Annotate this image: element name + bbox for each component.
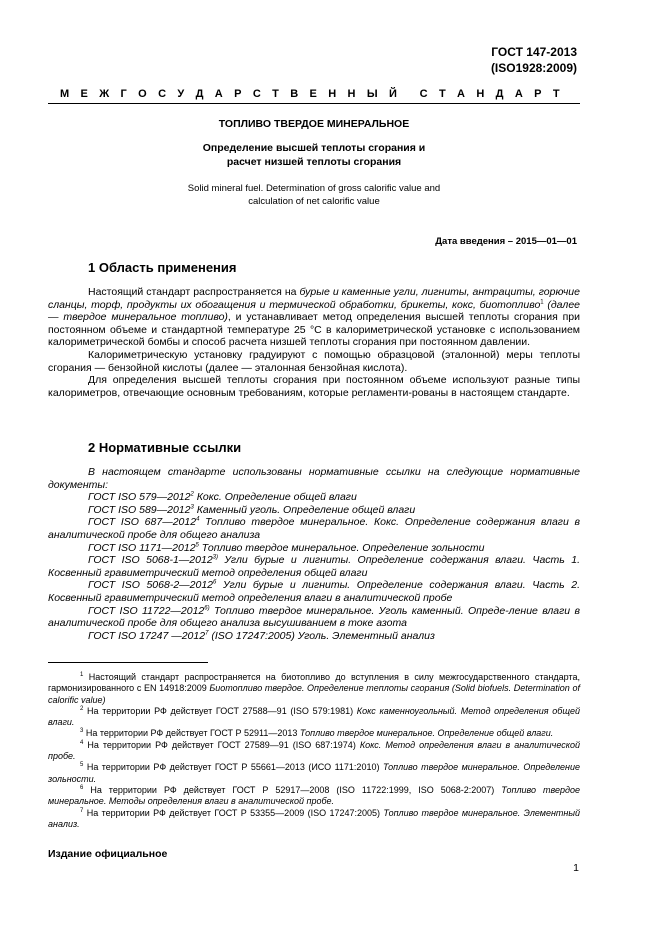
footnote-text: На территории РФ действует ГОСТ Р 52911—2013 [83,728,300,739]
banner-letter: В [290,88,299,100]
reference-entry [88,491,357,503]
reference-entry [48,554,580,579]
official-edition-label: Издание официальное [48,848,168,860]
banner-letter: Н [347,88,356,100]
footnote-number: 5 [80,762,84,769]
footnote-ref: 2 [190,491,194,498]
footnote-document-title: Биотопливо твердое. Определение теплоты сгорания (Solid biofuels. Determination of calorific value) [48,683,580,705]
banner-letter: Т [272,88,279,100]
footnote-ref: 5 [195,542,199,549]
footnote [48,706,580,729]
footnote-number: 7 [80,807,84,814]
banner-letter: Н [476,88,485,100]
introduction-date: Дата введения – 2015—01—01 [435,236,577,247]
normative-reference [48,579,580,604]
banner-letter: Й [389,88,397,100]
footnote-text: На территории РФ действует ГОСТ 27589—91 (ISO 687:1974) [83,739,360,750]
document-code-line1: ГОСТ 147-2013 [491,45,577,59]
banner-letter: Т [552,88,560,100]
footnote [48,740,580,763]
ru-title-line1: Определение высшей теплоты сгорания и [202,142,426,154]
reference-entry [88,504,415,516]
reference-entry [48,516,580,541]
section1-body [48,286,580,399]
footnote-ref: 3 [190,504,194,511]
reference-title: Топливо твердое минеральное. Уголь каменный. Опреде-ление влаги в аналитической пробе для общего анализа высушиванием в токе азота [48,604,580,630]
section1-paragraph2: Калориметрическую установку градуируют с помощью образцовой (эталонной) меры теплоты сгорания — бензойной кислоты (далее — эталонная бензойная кислота). [48,348,580,374]
footnote-text: На территории РФ действует ГОСТ Р 53355—2009 (ISO 17247:2005) [83,807,384,818]
p1-text-a: Настоящий стандарт распространяется на [88,286,300,298]
banner-letter: Ы [366,88,378,100]
banner-letter: Н [328,88,337,100]
footnote [48,808,580,831]
page-number: 1 [573,862,579,874]
reference-title: Топливо твердое минеральное. Кокс. Определение содержания влаги в аналитической пробе для общего анализа [48,516,580,541]
banner-letter: А [514,88,523,100]
normative-reference [48,504,580,517]
reference-entry [88,542,485,554]
footnote-number: 1 [80,672,84,678]
footnote-number: 3 [80,728,84,735]
section2-intro [48,466,580,491]
footnote-separator [48,662,208,663]
reference-entry [48,605,580,630]
banner-letter: Р [234,88,242,100]
footnote-text: На территории РФ действует ГОСТ Р 55661—2013 (ИСО 1171:2010) [83,762,383,773]
normative-reference [48,630,580,643]
banner-letter: А [457,88,465,100]
banner-letter: М [60,88,70,100]
normative-reference [48,605,580,630]
footnote-document-title: Топливо твердое минеральное. Элементный анализ. [48,807,580,829]
banner-letter: Ж [99,88,110,100]
footnote [48,762,580,785]
normative-reference [48,516,580,541]
p1-italic-products: бурые и каменные угли, лигниты, антрациты, горючие сланцы, торф, продукты их обогащения и термической обработки, брикеты, кокс, биотопливо [48,286,580,311]
banner-letter: Д [195,88,204,100]
reference-code: ГОСТ ISO 5068-2—2012 [88,579,214,592]
banner-letter: О [138,88,147,100]
banner-letter: Р [534,88,542,100]
banner-letter: Г [120,88,127,100]
reference-code: ГОСТ ISO 11722—2012 [88,604,205,617]
document-code-line2: (ISO1928:2009) [490,61,577,75]
section2-intro-text: В настоящем стандарте использованы нормативные ссылки на следующие нормативные документы: [48,466,580,491]
footnote-document-title: Топливо твердое минеральное. Методы определения влаги в аналитической пробе. [48,784,580,807]
reference-code: ГОСТ ISO 579—2012 [88,491,191,504]
footnote-text: Настоящий стандарт распространяется на биотопливо до вступления в силу межгосударственного стандарта, гармонизированного с EN 14918:2009 [48,672,580,694]
banner-letter: А [214,88,223,100]
footnote-number: 6 [80,784,84,791]
normative-reference [48,554,580,579]
reference-code: ГОСТ ISO 1171—2012 [88,541,196,554]
p1-text-b: , и устанавливает метод определения высшей теплоты сгорания при постоянном объеме и стандартной температуре 25 °С в калориметрической установке с использованием калориметрической бомбы и способ расчета низшей теплоты сгорания при постоянном давлении. [48,311,580,349]
footnote-document-title: Топливо твердое минеральное. Определение общей влаги. [299,728,554,739]
footnote-ref-1: 1 [540,299,544,306]
footnote [48,672,580,706]
en-title-line1: Solid mineral fuel. Determination of gross calorific value and [187,183,441,194]
section1-paragraph3: Для определения высшей теплоты сгорания при постоянном объеме используют разные типы калориметров, отвечающие основным требованиям, которые регламенти-рованы в настоящем стандарте. [48,374,580,399]
ru-title-line2: расчет низшей теплоты сгорания [226,156,402,168]
reference-code: ГОСТ ISO 17247 —2012 [88,629,206,642]
footnotes [48,672,580,830]
reference-code: ГОСТ ISO 589—2012 [88,503,191,516]
interstate-standard-banner [60,88,560,100]
banner-letter: У [177,88,185,100]
main-title: ТОПЛИВО ТВЕРДОЕ МИНЕРАЛЬНОЕ [218,118,410,130]
footnote-ref: 6 [213,579,217,586]
banner-letter: Е [309,88,317,100]
reference-entry [48,579,580,604]
header-rule [48,103,580,104]
section2-body [48,466,580,642]
footnote-document-title: Кокс каменноугольный. Метод определения общей влаги. [48,705,580,728]
footnote-document-title: Кокс. Метод определения влаги в аналитической пробе. [48,739,580,762]
reference-entry [88,630,435,642]
banner-letter: С [419,88,428,100]
footnote [48,728,580,739]
section2-heading: 2 Нормативные ссылки [88,440,242,455]
banner-letter: Е [80,88,88,100]
footnote-text: На территории РФ действует ГОСТ Р 52917—2008 (ISO 11722:1999, ISO 5068-2:2007) [83,784,502,795]
footnote-document-title: Топливо твердое минеральное. Определение зольности. [48,762,580,784]
section1-paragraph1 [48,286,580,349]
footnote-number: 4 [80,739,84,746]
banner-letter: Д [495,88,504,100]
section1-heading: 1 Область применения [88,260,237,275]
reference-title: (ISO 17247:2005) Уголь. Элементный анализ [208,629,435,642]
reference-title: Каменный уголь. Определение общей влаги [193,503,416,516]
normative-reference [48,542,580,555]
reference-code: ГОСТ ISO 687—2012 [88,516,197,529]
document-code [491,44,577,76]
en-title-line2: calculation of net calorific value [248,196,380,207]
footnote-ref: 6) [204,605,210,612]
normative-reference [48,491,580,504]
banner-letter: С [252,88,261,100]
normative-reference-list [48,491,580,642]
reference-title: Угли бурые и лигниты. Определение содержания влаги. Часть 2. Косвенный гравиметрический метод определения влаги в аналитической пробе [48,579,581,604]
p1-italic-definition: (далее — твердое минеральное топливо) [48,298,580,324]
reference-title: Топливо твердое минеральное. Определение зольности [198,541,485,554]
reference-code: ГОСТ ISO 5068-1—2012 [88,554,213,567]
footnote-ref: 4 [196,516,200,523]
footnote-number: 2 [80,705,84,712]
banner-letter: С [158,88,167,100]
banner-letter: Т [438,88,446,100]
footnote-text: На территории РФ действует ГОСТ 27588—91 (ISO 579:1981) [83,705,357,716]
footnote-ref: 3) [212,554,219,561]
reference-title: Угли бурые и лигниты. Определение содержания влаги. Часть 1. Косвенный гравиметрический метод определения общей влаги [48,554,581,579]
reference-title: Кокс. Определение общей влаги [193,491,357,504]
footnote [48,785,580,808]
footnote-ref: 7 [205,630,209,637]
